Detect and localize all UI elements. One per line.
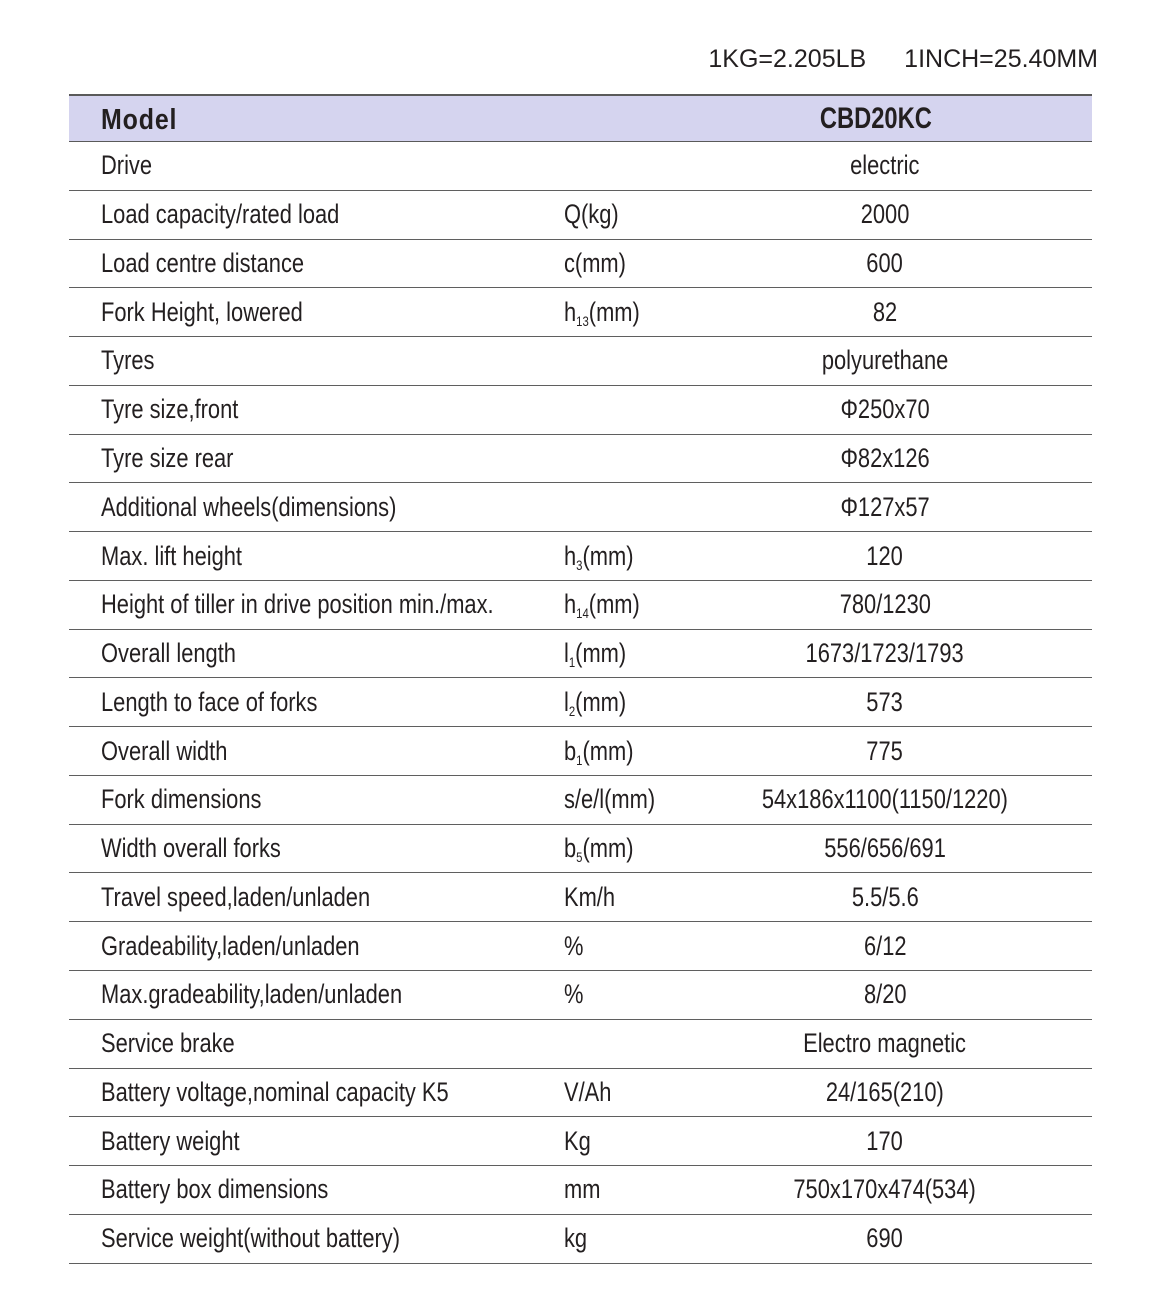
- spec-value: 600: [866, 247, 904, 278]
- spec-row: [69, 630, 1092, 679]
- spec-value: 750x170x474(534): [793, 1174, 977, 1205]
- spec-value-cell: [678, 296, 1092, 327]
- spec-row: [69, 776, 1092, 825]
- spec-value-cell: [678, 686, 1092, 717]
- spec-value: 24/165(210): [826, 1076, 944, 1107]
- unit-subscript: 13: [576, 312, 589, 329]
- spec-label: Max.gradeability,laden/unladen: [101, 979, 403, 1010]
- unit-suffix: (mm): [575, 638, 627, 669]
- spec-value: 6/12: [863, 930, 907, 961]
- unit-suffix: (mm): [582, 540, 634, 571]
- spec-row: [69, 240, 1092, 289]
- spec-label: Tyre size rear: [101, 442, 234, 473]
- spec-unit-cell: [564, 930, 678, 961]
- unit-suffix: (mm): [588, 296, 640, 327]
- spec-unit-cell: [564, 881, 678, 912]
- spec-unit: Kg: [564, 1125, 591, 1156]
- unit-suffix: (mm): [582, 735, 634, 766]
- spec-value-cell: [678, 1076, 1092, 1107]
- spec-value: Electro magnetic: [803, 1028, 967, 1059]
- unit-suffix: (mm): [575, 686, 627, 717]
- spec-label: Width overall forks: [101, 833, 281, 864]
- spec-row: [69, 532, 1092, 581]
- spec-unit: kg: [564, 1223, 588, 1254]
- spec-value-cell: [678, 540, 1092, 571]
- spec-value: 82: [872, 296, 898, 327]
- spec-value-cell: [678, 786, 1092, 813]
- spec-label-cell: [69, 396, 564, 423]
- spec-label: Tyre size,front: [101, 394, 239, 425]
- spec-unit: s/e/l(mm): [564, 784, 656, 815]
- unit-symbol: h: [564, 296, 577, 327]
- spec-label-cell: [69, 442, 564, 473]
- spec-label: Service brake: [101, 1028, 235, 1059]
- unit-subscript: 1: [568, 654, 576, 671]
- spec-value: 120: [866, 540, 904, 571]
- spec-unit: [564, 540, 634, 573]
- spec-label: Overall length: [101, 638, 236, 669]
- spec-unit-cell: [564, 1076, 678, 1107]
- spec-label-cell: [69, 540, 564, 571]
- spec-label-cell: [69, 835, 564, 862]
- spec-table: [69, 94, 1092, 1264]
- spec-label: Fork dimensions: [101, 784, 262, 815]
- spec-value: 556/656/691: [824, 833, 946, 864]
- spec-label-cell: [69, 1176, 564, 1203]
- spec-unit-cell: [564, 833, 678, 866]
- spec-label-cell: [69, 686, 564, 717]
- spec-label-cell: [69, 491, 564, 522]
- spec-label-cell: [69, 981, 564, 1008]
- spec-row: [69, 1166, 1092, 1215]
- spec-label: Fork Height, lowered: [101, 296, 303, 327]
- spec-value-cell: [678, 930, 1092, 961]
- spec-value: 5.5/5.6: [851, 881, 919, 912]
- spec-value-cell: [678, 347, 1092, 374]
- spec-row: [69, 191, 1092, 240]
- spec-label-cell: [69, 640, 564, 667]
- table-header: [69, 94, 1092, 142]
- spec-unit-cell: [564, 1225, 678, 1252]
- unit-suffix: (mm): [588, 589, 640, 620]
- spec-row: [69, 971, 1092, 1020]
- spec-value: 170: [866, 1125, 904, 1156]
- spec-unit-cell: [564, 638, 678, 671]
- spec-label: Max. lift height: [101, 540, 243, 571]
- weight-conversion: 1KG=2.205LB: [708, 45, 867, 73]
- spec-value: 780/1230: [839, 589, 931, 620]
- unit-symbol: l: [564, 638, 569, 669]
- spec-label-cell: [69, 591, 564, 618]
- spec-label-cell: [69, 881, 564, 912]
- spec-unit: [564, 296, 640, 329]
- header-label: Model: [101, 104, 178, 136]
- spec-value-cell: [678, 1176, 1092, 1203]
- spec-row: [69, 581, 1092, 630]
- spec-label: Gradeability,laden/unladen: [101, 930, 360, 961]
- spec-unit-cell: [564, 686, 678, 719]
- spec-value: Φ82x126: [840, 442, 930, 473]
- spec-value: 8/20: [863, 979, 907, 1010]
- spec-unit: mm: [564, 1174, 601, 1205]
- spec-row: [69, 142, 1092, 191]
- spec-value-cell: [678, 981, 1092, 1008]
- spec-value-cell: [678, 247, 1092, 278]
- spec-label: Additional wheels(dimensions): [101, 491, 397, 522]
- spec-unit: Q(kg): [564, 199, 619, 230]
- spec-unit-cell: [564, 540, 678, 573]
- spec-label: Height of tiller in drive position min./max.: [101, 589, 494, 620]
- spec-label-cell: [69, 296, 564, 327]
- spec-value: Φ250x70: [840, 394, 930, 425]
- length-conversion: 1INCH=25.40MM: [904, 45, 1098, 73]
- spec-label-cell: [69, 1076, 564, 1107]
- model-name: CBD20KC: [820, 101, 932, 135]
- spec-label: Battery box dimensions: [101, 1174, 329, 1205]
- spec-unit: [564, 833, 634, 866]
- spec-unit-cell: [564, 201, 678, 228]
- spec-row: [69, 1215, 1092, 1264]
- unit-subscript: 5: [576, 849, 583, 866]
- spec-row: [69, 727, 1092, 776]
- spec-label-cell: [69, 247, 564, 278]
- spec-value-cell: [678, 835, 1092, 862]
- spec-row: [69, 435, 1092, 484]
- spec-value-cell: [678, 1125, 1092, 1156]
- spec-label: Battery weight: [101, 1125, 240, 1156]
- spec-unit: V/Ah: [564, 1076, 612, 1107]
- spec-value: Φ127x57: [840, 491, 930, 522]
- spec-value-cell: [678, 1225, 1092, 1252]
- spec-value-cell: [678, 881, 1092, 912]
- spec-unit: [564, 686, 627, 719]
- spec-value-cell: [678, 201, 1092, 228]
- spec-label-cell: [69, 930, 564, 961]
- spec-unit-cell: [564, 1176, 678, 1203]
- spec-value: electric: [850, 150, 920, 181]
- spec-label-cell: [69, 735, 564, 766]
- spec-value: 775: [866, 735, 904, 766]
- unit-symbol: b: [564, 735, 577, 766]
- unit-subscript: 2: [568, 702, 576, 719]
- spec-value-cell: [678, 442, 1092, 473]
- unit-symbol: h: [564, 540, 577, 571]
- spec-row: [69, 1020, 1092, 1069]
- spec-unit: [564, 589, 640, 622]
- header-label-cell: [69, 100, 564, 137]
- spec-value-cell: [678, 396, 1092, 423]
- spec-unit-cell: [564, 981, 678, 1008]
- spec-label: Overall width: [101, 735, 228, 766]
- unit-conversion-note: [708, 45, 1098, 74]
- spec-value-cell: [678, 591, 1092, 618]
- spec-row: [69, 1117, 1092, 1166]
- unit-subscript: 1: [576, 751, 583, 768]
- unit-suffix: (mm): [582, 833, 634, 864]
- unit-symbol: l: [564, 686, 569, 717]
- spec-label-cell: [69, 347, 564, 374]
- spec-unit-cell: [564, 247, 678, 278]
- spec-value-cell: [678, 1030, 1092, 1057]
- spec-value: polyurethane: [821, 345, 949, 376]
- spec-unit: [564, 735, 634, 768]
- spec-label-cell: [69, 152, 564, 179]
- spec-value-cell: [678, 491, 1092, 522]
- spec-row: [69, 337, 1092, 386]
- spec-label-cell: [69, 1030, 564, 1057]
- spec-label: Load capacity/rated load: [101, 199, 340, 230]
- spec-value: 2000: [860, 199, 910, 230]
- spec-value: 690: [866, 1223, 904, 1254]
- spec-value-cell: [678, 735, 1092, 766]
- spec-row: [69, 1069, 1092, 1118]
- spec-row: [69, 483, 1092, 532]
- spec-value: 54x186x1100(1150/1220): [761, 784, 1009, 815]
- spec-label-cell: [69, 1225, 564, 1252]
- spec-label-cell: [69, 786, 564, 813]
- spec-row: [69, 678, 1092, 727]
- spec-unit-cell: [564, 1125, 678, 1156]
- unit-subscript: 14: [576, 605, 589, 622]
- spec-unit: %: [564, 930, 584, 961]
- spec-row: [69, 288, 1092, 337]
- spec-unit-cell: [564, 296, 678, 329]
- spec-value: 1673/1723/1793: [805, 638, 965, 669]
- spec-label-cell: [69, 1125, 564, 1156]
- spec-row: [69, 825, 1092, 874]
- spec-unit: [564, 638, 627, 671]
- spec-label: Service weight(without battery): [101, 1223, 401, 1254]
- spec-label: Battery voltage,nominal capacity K5: [101, 1076, 449, 1107]
- spec-label: Drive: [101, 150, 153, 181]
- header-value-cell: [678, 102, 1092, 136]
- unit-symbol: b: [564, 833, 577, 864]
- spec-value-cell: [678, 152, 1092, 179]
- spec-value: 573: [866, 686, 904, 717]
- spec-label: Load centre distance: [101, 247, 305, 278]
- spec-label: Travel speed,laden/unladen: [101, 881, 371, 912]
- spec-unit: c(mm): [564, 247, 626, 278]
- spec-unit: %: [564, 979, 584, 1010]
- spec-label: Length to face of forks: [101, 686, 318, 717]
- spec-unit: Km/h: [564, 881, 616, 912]
- spec-row: [69, 386, 1092, 435]
- spec-row: [69, 873, 1092, 922]
- unit-symbol: h: [564, 589, 577, 620]
- spec-label-cell: [69, 201, 564, 228]
- spec-row: [69, 922, 1092, 971]
- spec-unit-cell: [564, 786, 678, 813]
- spec-unit-cell: [564, 589, 678, 622]
- unit-subscript: 3: [576, 556, 583, 573]
- spec-label: Tyres: [101, 345, 155, 376]
- spec-unit-cell: [564, 735, 678, 768]
- spec-value-cell: [678, 640, 1092, 667]
